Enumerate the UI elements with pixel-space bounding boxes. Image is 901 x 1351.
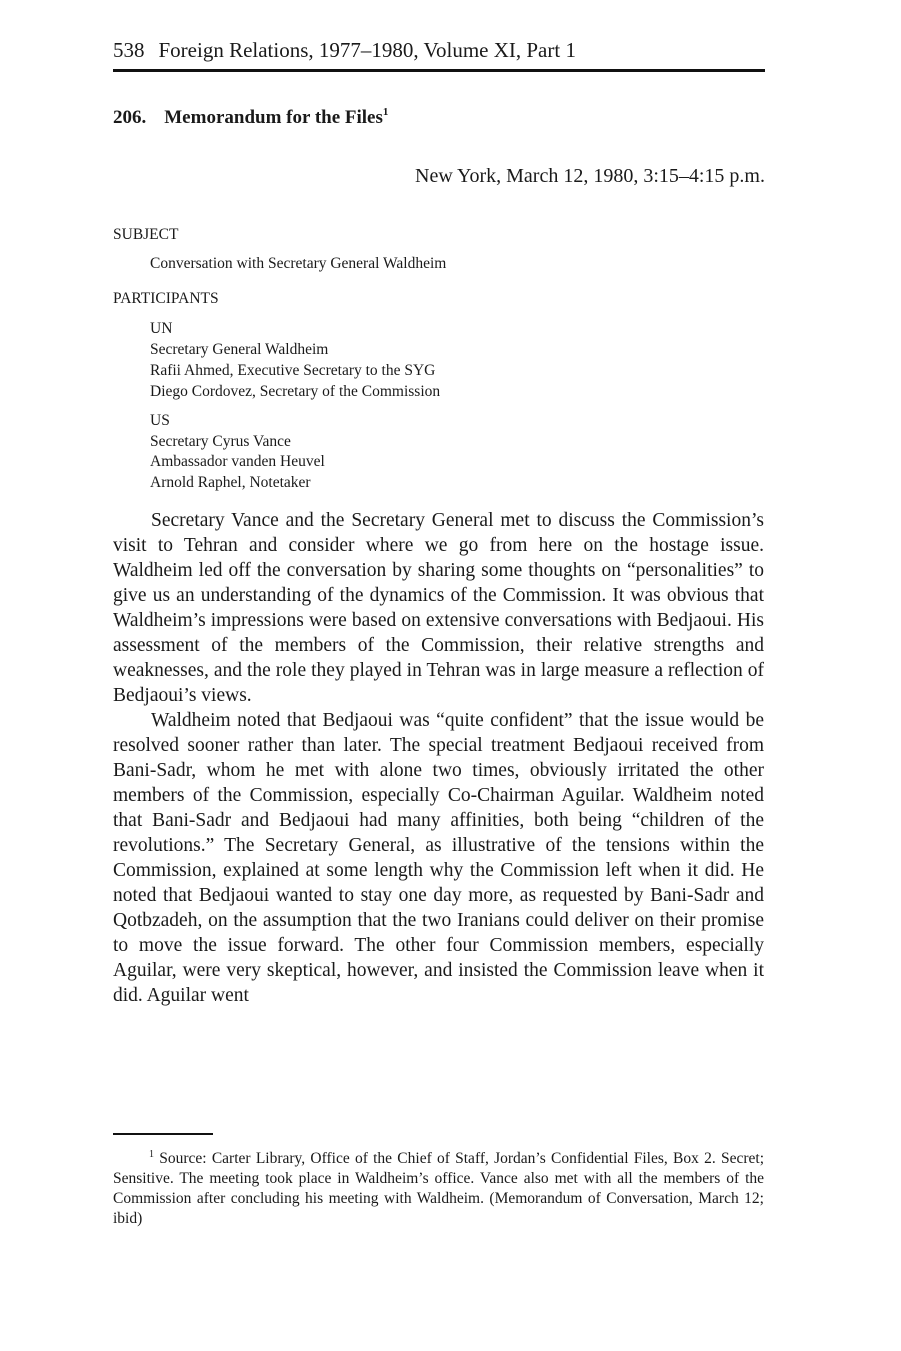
dateline: New York, March 12, 1980, 3:15–4:15 p.m. <box>415 165 765 187</box>
participant-group-us: US <box>150 412 170 429</box>
participant: Ambassador vanden Heuvel <box>150 453 325 470</box>
subject-label: SUBJECT <box>113 226 179 243</box>
participant: Secretary General Waldheim <box>150 341 329 358</box>
participant: Rafii Ahmed, Executive Secretary to the SYG <box>150 362 436 379</box>
document-number: 206. <box>113 107 147 128</box>
footnote-marker: 1 <box>149 1149 154 1160</box>
page-number: 538 <box>113 38 145 62</box>
document-heading <box>113 99 388 131</box>
participants-label: PARTICIPANTS <box>113 290 219 307</box>
running-header <box>113 36 765 72</box>
participant-group-un: UN <box>150 320 173 337</box>
document-title: Memorandum for the Files <box>164 107 383 128</box>
footnote-text: Source: Carter Library, Office of the Chief of Staff, Jordan’s Confidential Files, Box 2. Secret; Sensitive. The meeting took place in Waldheim’s office. Vance also met with all the members of the Commission after concluding his meeting with Waldheim. (Memorandum of Conversation, March 12; ibid) <box>113 1150 764 1227</box>
participant: Diego Cordovez, Secretary of the Commission <box>150 383 441 400</box>
memorandum-body <box>113 508 764 1008</box>
footnote <box>113 1145 764 1229</box>
body-paragraph: Waldheim noted that Bedjaoui was “quite confident” that the issue would be resolved sooner rather than later. The special treatment Bedjaoui received from Bani-Sadr, whom he met with alone two times, obviously irritated the other members of the Commission, especially Co-Chairman Aguilar. Waldheim noted that Bani-Sadr and Bedjaoui had many affinities, both being “children of the revolutions.” The Secretary General, as illustrative of the tensions within the Commission, explained at some length why the Commission left when it did. He noted that Bedjaoui wanted to stay one day more, as requested by Bani-Sadr and Qotbzadeh, on the assumption that the two Iranians could deliver on their promise to move the issue forward. The other four Commission members, especially Aguilar, were very skeptical, however, and insisted the Commission leave when it did. Aguilar went <box>113 710 764 1006</box>
participant: Secretary Cyrus Vance <box>150 433 291 450</box>
body-paragraph: Secretary Vance and the Secretary General met to discuss the Commission’s visit to Tehran and consider where we go from here on the hostage issue. Waldheim led off the conversation by sharing some thoughts on “personalities” to give us an understanding of the dynamics of the Commission. It was obvious that Waldheim’s impressions were based on extensive conversations with Bedjaoui. His assessment of the members of the Commission, their relative strengths and weaknesses, and the role they played in Tehran was in large measure a reflection of Bedjaoui’s views. <box>113 510 764 706</box>
running-title: Foreign Relations, 1977–1980, Volume XI, Part 1 <box>158 38 576 62</box>
footnote-divider <box>113 1133 213 1135</box>
participant: Arnold Raphel, Notetaker <box>150 474 311 491</box>
footnote-reference[interactable]: 1 <box>382 106 389 118</box>
subject-text: Conversation with Secretary General Waldheim <box>150 255 447 272</box>
